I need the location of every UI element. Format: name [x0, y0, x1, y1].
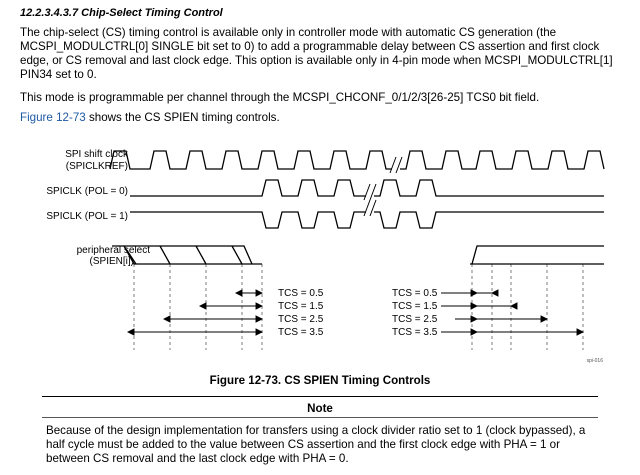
label-shift-clock-2: (SPICLKREF): [65, 161, 128, 172]
figure-ref-text: shows the CS SPIEN timing controls.: [85, 111, 280, 124]
tcs-right-2: TCS = 2.5: [392, 314, 438, 325]
note-body: Because of the design implementation for transfers using a clock divider ratio set to 1 (clock bypassed), a half cycle must be added to the value between CS assertion and the first clock edge with PHA = 1 or between CS removal and the last clock edge with PHA = 0.: [46, 424, 586, 465]
tcs-left-1: TCS = 1.5: [278, 301, 324, 312]
waveform-pol0: [130, 180, 604, 196]
figure-caption: Figure 12-73. CS SPIEN Timing Controls: [209, 374, 431, 387]
label-pol1: SPICLK (POL = 1): [46, 211, 128, 222]
tcs-right-0: TCS = 0.5: [392, 288, 438, 299]
tcs-left-2: TCS = 2.5: [278, 314, 324, 325]
figure-link[interactable]: Figure 12-73: [20, 111, 86, 124]
break-mark-pol0: [364, 184, 376, 200]
paragraph-figure-ref: [20, 111, 624, 125]
figure-id: spi-016: [586, 358, 603, 364]
waveform-shift-clock: [110, 151, 604, 169]
label-select-1: peripheral select: [76, 245, 150, 256]
waveform-select: [112, 246, 604, 264]
tcs-right-3: TCS = 3.5: [392, 327, 438, 338]
label-shift-clock-1: SPI shift clock: [65, 149, 128, 160]
tcs-arrows-right: [441, 290, 583, 335]
note-rule-mid: [42, 417, 598, 418]
paragraph-channel-config: This mode is programmable per channel through the MCSPI_CHCONF_0/1/2/3[26-25] TCS0 bit field.: [20, 91, 540, 104]
waveform-pol1: [130, 212, 604, 228]
break-mark-clock: [390, 157, 402, 173]
timing-diagram: [0, 140, 640, 370]
note-rule-top: [42, 396, 598, 397]
label-select-2: (SPIEN[i]): [89, 256, 134, 267]
tcs-left-0: TCS = 0.5: [278, 288, 324, 299]
label-pol0: SPICLK (POL = 0): [46, 186, 128, 197]
break-mark-pol1: [364, 200, 376, 216]
note-title: Note: [307, 402, 333, 415]
paragraph-cs-timing: The chip-select (CS) timing control is available only in controller mode with automatic CS generation (the MCSPI_MODULCTRL[0] SINGLE bit set to 0) to add a programmable delay between CS assertion and first clock edge, or CS removal and last clock edge. This option is available only in 4-pin mode when MCSPI_MODULCTRL[1] PIN34 set to 0.: [20, 26, 613, 81]
section-heading: 12.2.3.4.3.7 Chip-Select Timing Control: [20, 7, 223, 19]
tcs-right-1: TCS = 1.5: [392, 301, 438, 312]
tcs-left-3: TCS = 3.5: [278, 327, 324, 338]
